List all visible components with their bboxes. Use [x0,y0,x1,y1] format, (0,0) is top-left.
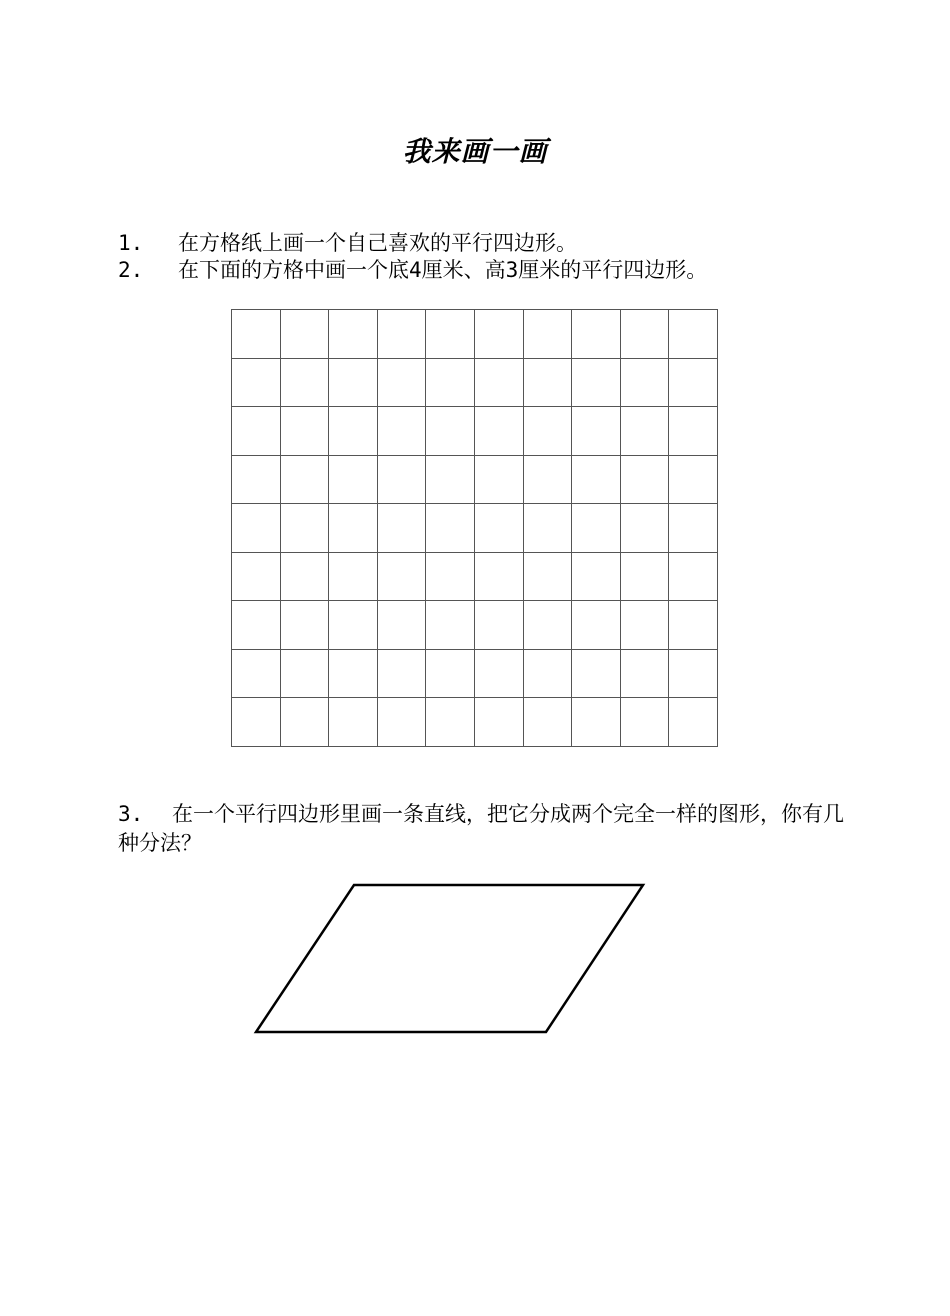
question-1-text: 在方格纸上画一个自己喜欢的平行四边形。 [178,231,577,255]
question-3 [118,800,848,858]
question-3-text: 在一个平行四边形里画一条直线，把它分成两个完全一样的图形，你有几种分法？ [118,802,844,855]
question-2 [118,256,707,285]
square-grid[interactable] [231,309,718,747]
question-1-number: 1. [118,231,144,255]
question-2-number: 2. [118,258,144,282]
question-3-number: 3. [118,802,144,826]
question-1 [118,229,577,258]
question-2-text: 在下面的方格中画一个底4厘米、高3厘米的平行四边形。 [178,258,708,282]
parallelogram-shape [256,885,643,1032]
page-title: 我来画一画 [402,135,548,168]
